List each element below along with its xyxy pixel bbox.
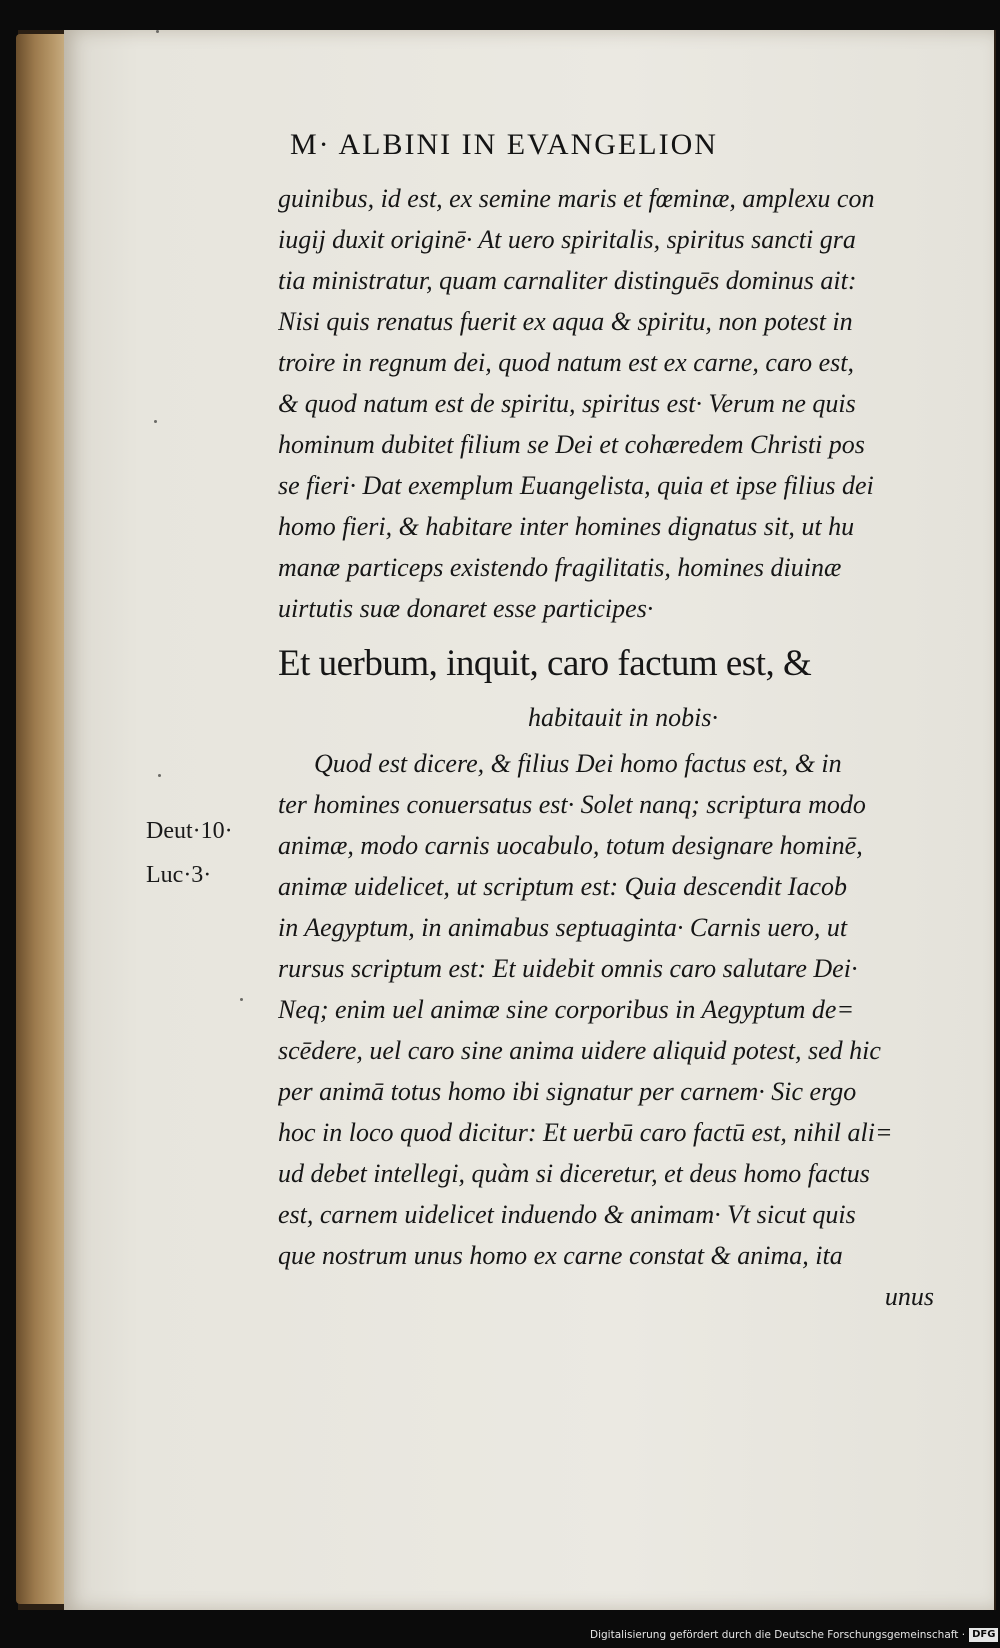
catchword: unus xyxy=(884,1282,934,1311)
ink-speck xyxy=(158,774,161,777)
text-line: ud debet intellegi, quàm si diceretur, et deus homo factus xyxy=(278,1159,870,1188)
book-page-edge xyxy=(16,34,70,1604)
footer-text: Digitalisierung gefördert durch die Deutsche Forschungsgemeinschaft · xyxy=(590,1629,966,1641)
text-line: animæ uidelicet, ut scriptum est: Quia descendit Iacob xyxy=(278,872,848,901)
text-line: Nisi quis renatus fuerit ex aqua & spiritu, non potest in xyxy=(278,307,853,336)
margin-note-luc: Luc·3· xyxy=(146,862,212,888)
text-line: Quod est dicere, & filius Dei homo factus est, & in xyxy=(314,749,842,778)
text-line: in Aegyptum, in animabus septuaginta· Carnis uero, ut xyxy=(278,913,848,942)
body-text xyxy=(278,178,938,1317)
text-line: manæ particeps existendo fragilitatis, homines diuinæ xyxy=(278,553,842,582)
text-line: guinibus, id est, ex semine maris et fœminæ, amplexu con xyxy=(278,184,875,213)
running-header: M· ALBINI IN EVANGELION xyxy=(290,128,718,161)
text-line: Neq; enim uel animæ sine corporibus in Aegyptum de= xyxy=(278,995,854,1024)
dfg-logo: DFG xyxy=(969,1628,998,1642)
text-line: tia ministratur, quam carnaliter distinguēs dominus ait: xyxy=(278,266,857,295)
text-line: se fieri· Dat exemplum Euangelista, quia et ipse filius dei xyxy=(278,471,874,500)
text-line: & quod natum est de spiritu, spiritus est· Verum ne quis xyxy=(278,389,856,418)
digitization-footer xyxy=(590,1625,995,1645)
text-line: que nostrum unus homo ex carne constat & anima, ita xyxy=(278,1241,843,1270)
text-line: est, carnem uidelicet induendo & animam· Vt sicut quis xyxy=(278,1200,856,1229)
text-line: homo fieri, & habitare inter homines dignatus sit, ut hu xyxy=(278,512,855,541)
text-line: troire in regnum dei, quod natum est ex carne, caro est, xyxy=(278,348,854,377)
text-line: animæ, modo carnis uocabulo, totum designare hominē, xyxy=(278,831,863,860)
scripture-subheading: habitauit in nobis· xyxy=(528,703,718,732)
scripture-heading: Et uerbum, inquit, caro factum est, & xyxy=(278,643,812,684)
text-line: uirtutis suæ donaret esse participes· xyxy=(278,594,654,623)
ink-speck xyxy=(156,30,159,33)
ink-speck xyxy=(154,420,157,423)
text-line: rursus scriptum est: Et uidebit omnis caro salutare Dei· xyxy=(278,954,858,983)
ink-speck xyxy=(240,998,243,1001)
text-line: hoc in loco quod dicitur: Et uerbū caro factū est, nihil ali= xyxy=(278,1118,893,1147)
text-line: hominum dubitet filium se Dei et cohæredem Christi pos xyxy=(278,430,865,459)
text-line: per animā totus homo ibi signatur per carnem· Sic ergo xyxy=(278,1077,857,1106)
text-line: ter homines conuersatus est· Solet nanq; scriptura modo xyxy=(278,790,866,819)
margin-note-deut: Deut·10· xyxy=(146,818,233,844)
text-line: iugij duxit originē· At uero spiritalis, spiritus sancti gra xyxy=(278,225,856,254)
text-line: scēdere, uel caro sine anima uidere aliquid potest, sed hic xyxy=(278,1036,881,1065)
